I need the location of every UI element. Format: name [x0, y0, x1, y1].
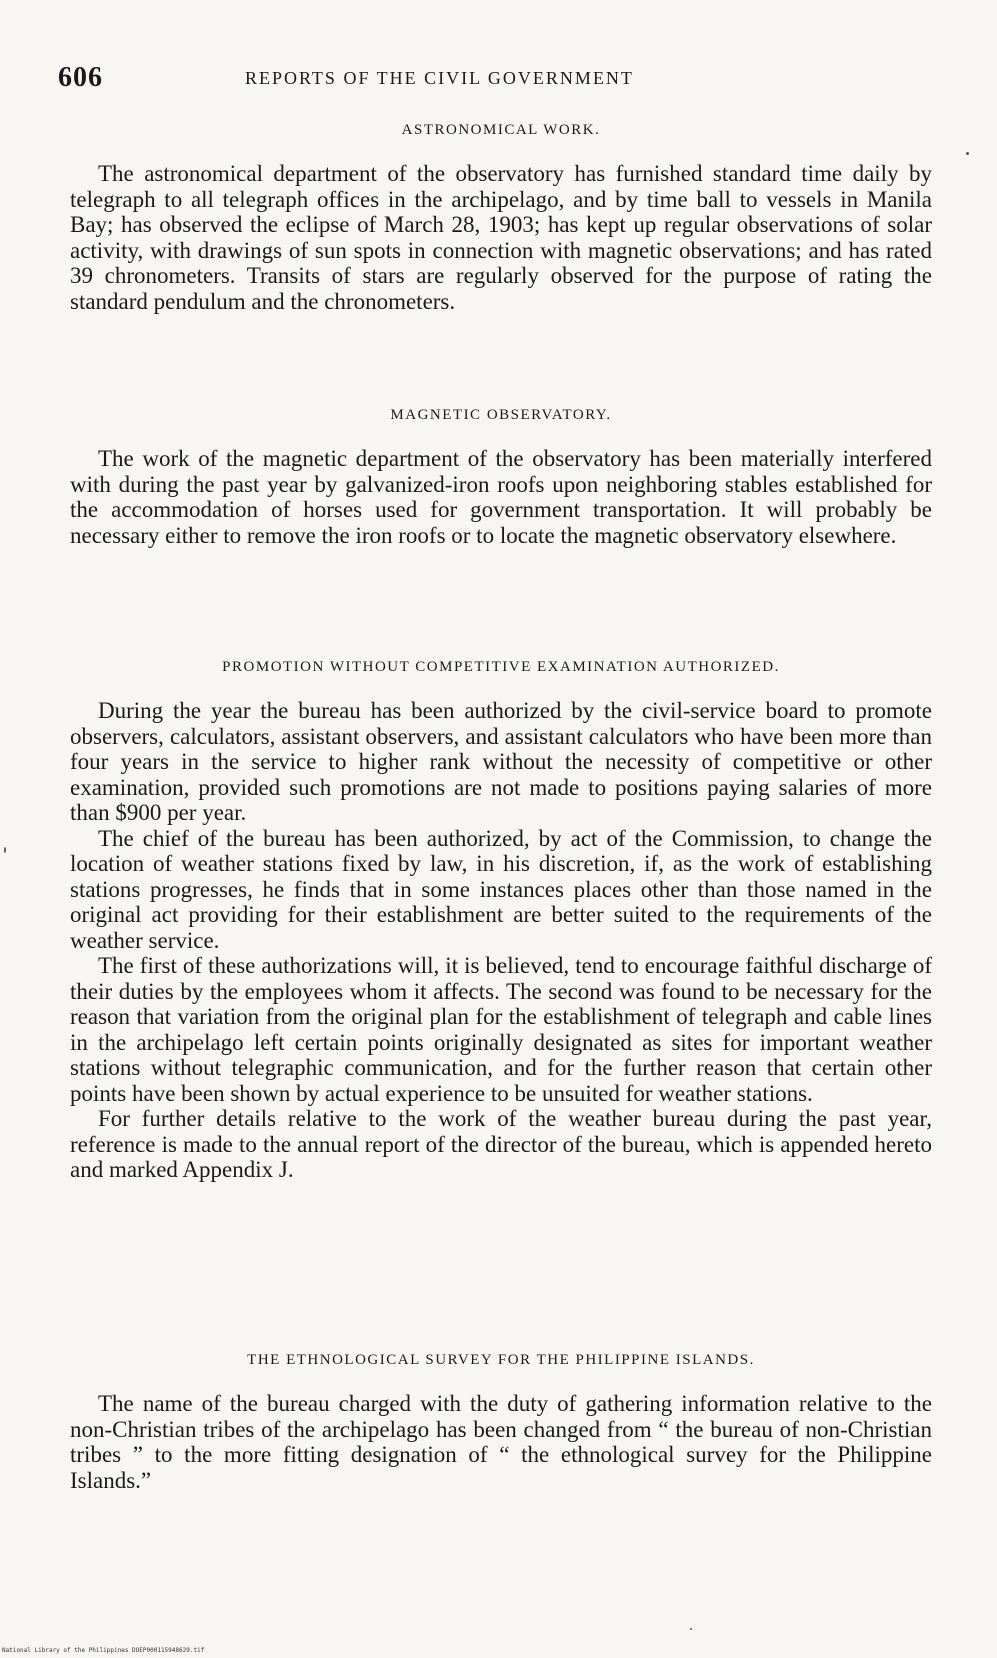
- scan-credit: National Library of the Philippines DOEP000115948629.tif: [2, 1647, 205, 1654]
- paragraph: The name of the bureau charged with the duty of gathering information relative to the non-Christian tribes of the archipelago has been changed from “ the bureau of non-Christian tribes ” to the more fitting designation of “ the ethnological survey for the Philippine Islands.”: [70, 1391, 932, 1493]
- scan-speck: [966, 152, 969, 155]
- paragraph: The astronomical department of the observatory has furnished standard time daily by telegraph to all telegraph offices in the archipelago, and by time ball to vessels in Manila Bay; has observed the eclipse of March 28, 1903; has kept up regular observations of solar activity, with drawings of sun spots in connection with magnetic observations; and has rated 39 chronometers. Transits of stars are regularly observed for the purpose of rating the standard pendulum and the chronometers.: [70, 161, 932, 314]
- section-promotion: [70, 659, 932, 1183]
- paragraph: The first of these authorizations will, it is believed, tend to encourage faithful discharge of their duties by the employees whom it affects. The second was found to be necessary for the reason that variation from the original plan for the establishment of telegraph and cable lines in the archipelago left certain points originally designated as sites for important weather stations without telegraphic communication, and for the further reason that certain other points have been shown by actual experience to be unsuited for weather stations.: [70, 953, 932, 1106]
- section-heading: THE ETHNOLOGICAL SURVEY FOR THE PHILIPPINE ISLANDS.: [247, 1352, 755, 1368]
- section-heading: ASTRONOMICAL WORK.: [401, 122, 601, 138]
- scan-speck: [690, 1628, 692, 1630]
- paragraph: For further details relative to the work of the weather bureau during the past year, reference is made to the annual report of the director of the bureau, which is appended hereto and marked Appendix J.: [70, 1106, 932, 1182]
- section-magnetic-observatory: [70, 407, 932, 548]
- section-heading: MAGNETIC OBSERVATORY.: [390, 407, 612, 423]
- scan-speck: [4, 847, 6, 853]
- paragraph: The chief of the bureau has been authorized, by act of the Commission, to change the location of weather stations fixed by law, in his discretion, if, as the work of establishing stations progresses, he finds that in some instances places other than those named in the original act providing for their establishment are better suited to the requirements of the weather service.: [70, 825, 932, 953]
- page-number: 606: [58, 62, 103, 93]
- section-heading: PROMOTION WITHOUT COMPETITIVE EXAMINATION AUTHORIZED.: [222, 659, 780, 675]
- section-ethnological-survey: [70, 1352, 932, 1493]
- paragraph: During the year the bureau has been authorized by the civil-service board to promote observers, calculators, assistant observers, and assistant calculators who have been more than four years in the service to higher rank without the necessity of competitive or other examination, provided such promotions are not made to positions paying salaries of more than $900 per year.: [70, 698, 932, 825]
- section-astronomical-work: [70, 122, 932, 314]
- running-head: REPORTS OF THE CIVIL GOVERNMENT: [245, 68, 634, 88]
- paragraph: The work of the magnetic department of the observatory has been materially interfered with during the past year by galvanized-iron roofs upon neighboring stables established for the accommodation of horses used for government transportation. It will probably be necessary either to remove the iron roofs or to locate the magnetic observatory elsewhere.: [70, 446, 932, 548]
